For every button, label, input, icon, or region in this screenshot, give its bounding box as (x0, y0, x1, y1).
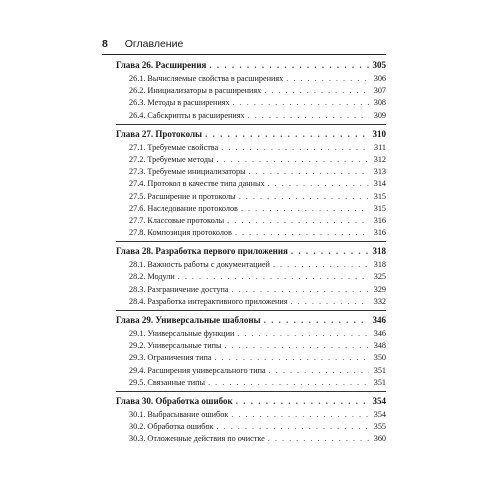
section-entry-page: 312 (373, 154, 386, 164)
section-entry[interactable] (116, 328, 386, 340)
dot-leader (178, 271, 369, 283)
section-entry-page: 314 (373, 179, 386, 189)
dot-leader (264, 85, 369, 97)
dot-leader (291, 244, 369, 259)
dot-leader (217, 421, 369, 433)
section-entry-page: 351 (373, 377, 386, 387)
dot-leader (231, 409, 369, 421)
section-entry-page: 306 (373, 74, 386, 83)
dot-leader (249, 166, 369, 178)
section-entry[interactable] (116, 271, 386, 283)
chapter-entry-title: Глава 30. Обработка ошибок (116, 395, 233, 406)
section-entry-page: 348 (373, 341, 386, 351)
dot-leader (224, 340, 369, 352)
page-number: 8 (102, 38, 108, 50)
section-entry[interactable] (116, 85, 386, 97)
section-entry[interactable] (116, 284, 386, 296)
section-entry-page: 325 (373, 272, 386, 282)
section-entry-page: 360 (373, 434, 386, 444)
section-entry-page: 315 (373, 203, 386, 213)
section-entry-title: 27.2. Требуемые методы (129, 154, 214, 164)
section-entry[interactable] (116, 191, 386, 203)
section-entry[interactable] (116, 73, 386, 85)
chapter-entry-title: Глава 29. Универсальные шаблоны (116, 315, 261, 325)
dot-leader (268, 433, 369, 445)
section-entry-title: 26.2. Инициализаторы в расширениях (129, 86, 262, 96)
section-entry-title: 30.2. Обработка ошибок (129, 422, 214, 432)
dot-leader (241, 203, 369, 215)
section-entry-page: 307 (373, 86, 386, 96)
chapter-entry-page: 354 (372, 395, 386, 406)
section-entry-page: 315 (373, 191, 386, 201)
dot-leader (236, 394, 369, 409)
section-entry-title: 28.4. Разработка интерактивного приложения (129, 296, 288, 306)
section-entry-page: 309 (373, 110, 386, 120)
section-entry[interactable] (116, 227, 386, 239)
dot-leader (269, 365, 369, 377)
dot-leader (221, 142, 369, 154)
section-entry[interactable] (116, 421, 386, 433)
section-entry[interactable] (116, 142, 386, 154)
section-entry-title: 28.1. Важность работы с документацией (129, 260, 270, 270)
section-entry-title: 27.8. Композиция протоколов (129, 228, 232, 238)
dot-leader (209, 58, 369, 73)
section-entry-title: 27.7. Классовые протоколы (129, 215, 225, 225)
chapter-entry-title: Глава 27. Протоколы (116, 128, 203, 139)
section-entry[interactable] (116, 377, 386, 389)
dot-leader (268, 178, 369, 190)
dot-leader (286, 73, 369, 85)
section-entry-page: 351 (373, 365, 386, 375)
section-entry-page: 350 (373, 353, 386, 363)
section-entry[interactable] (116, 340, 386, 352)
chapter-block (116, 391, 386, 446)
section-entry[interactable] (116, 154, 386, 166)
dot-leader (291, 296, 369, 308)
section-entry[interactable] (116, 352, 386, 364)
chapter-block (116, 241, 386, 308)
dot-leader (205, 127, 369, 142)
running-head-title: Оглавление (124, 38, 184, 50)
chapter-entry-page: 310 (372, 128, 386, 139)
section-entry[interactable] (116, 215, 386, 227)
chapter-block (116, 124, 386, 240)
chapter-entry-title: Глава 26. Расширения (116, 60, 207, 70)
dot-leader (227, 215, 369, 227)
chapter-entry[interactable] (116, 244, 386, 259)
section-entry[interactable] (116, 365, 386, 377)
section-entry-page: 316 (373, 215, 386, 225)
section-entry-page: 313 (373, 167, 386, 177)
section-entry-title: 29.4. Расширения универсального типа (129, 365, 266, 375)
dot-leader (232, 284, 369, 296)
section-entry-page: 308 (373, 98, 386, 108)
section-entry[interactable] (116, 166, 386, 178)
section-entry-title: 26.4. Сабскрипты в расширениях (129, 110, 245, 120)
dot-leader (216, 154, 369, 166)
section-entry-title: 27.4. Протокол в качестве типа данных (129, 179, 265, 189)
section-entry-page: 316 (373, 228, 386, 238)
chapter-block (116, 310, 386, 389)
section-entry-title: 27.5. Расширение и протоколы (129, 191, 236, 201)
header-rule (102, 54, 386, 55)
section-entry[interactable] (116, 296, 386, 308)
section-entry[interactable] (116, 97, 386, 109)
section-entry-title: 28.3. Разграничение доступа (129, 284, 229, 294)
section-entry-title: 29.5. Связанные типы (129, 377, 206, 387)
chapter-entry[interactable] (116, 127, 386, 142)
dot-leader (248, 110, 369, 122)
dot-leader (233, 97, 369, 109)
section-entry-title: 26.1. Вычисляемые свойства в расширениях (129, 74, 284, 83)
table-of-contents (116, 58, 386, 446)
dot-leader (215, 352, 370, 364)
section-entry-title: 26.3. Методы в расширениях (129, 98, 230, 108)
chapter-entry[interactable] (116, 313, 386, 328)
section-entry-page: 329 (373, 284, 386, 294)
dot-leader (264, 313, 369, 328)
chapter-entry[interactable] (116, 394, 386, 409)
section-entry-title: 29.2. Универсальные типы (129, 341, 222, 351)
dot-leader (235, 227, 369, 239)
section-entry-page: 355 (373, 422, 386, 432)
section-entry[interactable] (116, 110, 386, 122)
section-entry-page: 346 (373, 329, 386, 338)
chapter-entry-page: 346 (372, 315, 386, 325)
section-entry-title: 27.6. Наследование протоколов (129, 203, 238, 213)
chapter-entry[interactable] (116, 58, 386, 73)
chapter-entry-page: 318 (372, 246, 386, 257)
section-entry-page: 318 (373, 260, 386, 270)
section-entry-title: 30.3. Отложенные действия по очистке (129, 434, 265, 444)
section-entry[interactable] (116, 433, 386, 445)
section-entry[interactable] (116, 178, 386, 190)
section-entry-title: 27.3. Требуемые инициализаторы (129, 167, 246, 177)
section-entry[interactable] (116, 203, 386, 215)
section-entry-title: 29.3. Ограничения типа (129, 353, 212, 363)
section-entry-title: 30.1. Выбрасывание ошибок (129, 409, 229, 419)
section-entry-title: 27.1. Требуемые свойства (129, 142, 219, 152)
section-entry-title: 28.2. Модули (129, 272, 175, 282)
section-entry-page: 311 (374, 142, 386, 152)
running-head (102, 38, 183, 50)
section-entry[interactable] (116, 259, 386, 271)
chapter-entry-title: Глава 28. Разработка первого приложения (116, 246, 288, 257)
dot-leader (237, 328, 369, 340)
section-entry[interactable] (116, 409, 386, 421)
dot-leader (208, 377, 369, 389)
section-entry-page: 332 (373, 296, 386, 306)
section-entry-page: 354 (373, 409, 386, 419)
chapter-block (116, 58, 386, 122)
dot-leader (239, 191, 369, 203)
section-entry-title: 29.1. Универсальные функции (129, 329, 235, 338)
dot-leader (273, 259, 369, 271)
chapter-entry-page: 305 (372, 60, 386, 70)
